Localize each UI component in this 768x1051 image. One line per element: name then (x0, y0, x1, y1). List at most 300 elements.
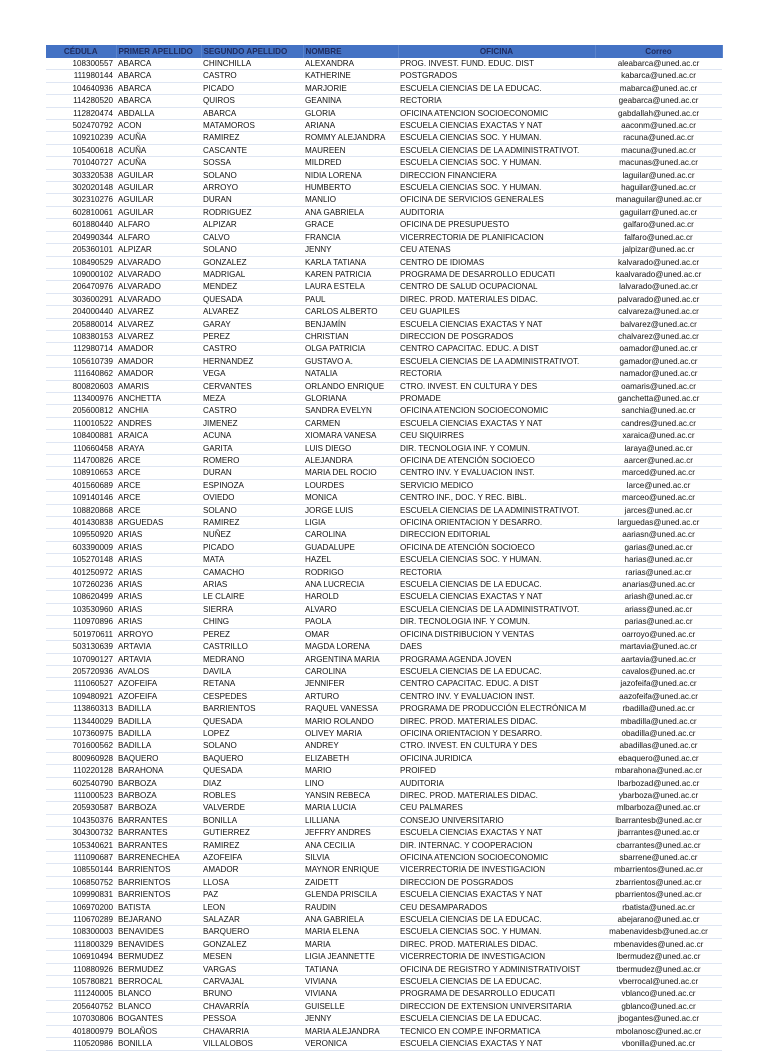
nombre-cell: JEFFRY ANDRES (303, 827, 398, 839)
cedula-cell: 109480921 (46, 690, 116, 702)
segundo-apellido-cell: CALVO (201, 231, 303, 243)
correo-cell[interactable]: galfaro@uned.ac.cr (595, 219, 722, 231)
cedula-cell: 204000440 (46, 306, 116, 318)
nombre-cell: ANA GABRIELA (303, 914, 398, 926)
correo-cell[interactable]: rbatista@uned.ac.cr (595, 901, 722, 913)
correo-cell[interactable]: macuna@uned.ac.cr (595, 144, 722, 156)
correo-cell[interactable]: falfaro@uned.ac.cr (595, 231, 722, 243)
correo-cell[interactable]: abadillas@uned.ac.cr (595, 740, 722, 752)
correo-cell[interactable]: laguilar@uned.ac.cr (595, 169, 722, 181)
nombre-cell: ANA GABRIELA (303, 206, 398, 218)
oficina-cell: OFICINA JURIDICA (398, 752, 595, 764)
oficina-cell: AUDITORIA (398, 206, 595, 218)
table-row (46, 355, 722, 367)
segundo-apellido-cell: MATAMOROS (201, 120, 303, 132)
cedula-cell: 800820603 (46, 380, 116, 392)
correo-cell[interactable]: gamador@uned.ac.cr (595, 355, 722, 367)
correo-cell[interactable]: zbarrientos@uned.ac.cr (595, 876, 722, 888)
correo-cell[interactable]: obadilla@uned.ac.cr (595, 727, 722, 739)
segundo-apellido-cell: VILLALOBOS (201, 1038, 303, 1050)
cedula-cell: 111090687 (46, 852, 116, 864)
primer-apellido-cell: ALVARADO (116, 281, 201, 293)
table-row (46, 889, 722, 901)
segundo-apellido-cell: CASTRILLO (201, 641, 303, 653)
correo-cell[interactable]: calvareza@uned.ac.cr (595, 306, 722, 318)
oficina-cell: PROGRAMA DE PRODUCCIÓN ELECTRÓNICA M (398, 703, 595, 715)
nombre-cell: CARMEN (303, 417, 398, 429)
table-row (46, 417, 722, 429)
segundo-apellido-cell: LEON (201, 901, 303, 913)
cedula-cell: 204990344 (46, 231, 116, 243)
cedula-cell: 108620499 (46, 591, 116, 603)
correo-cell[interactable]: aarcer@uned.ac.cr (595, 455, 722, 467)
segundo-apellido-cell: LLOSA (201, 876, 303, 888)
cedula-cell: 502470792 (46, 120, 116, 132)
oficina-cell: ESCUELA CIENCIAS DE LA EDUCAC. (398, 579, 595, 591)
segundo-apellido-cell: ALVAREZ (201, 306, 303, 318)
cedula-cell: 105270148 (46, 554, 116, 566)
segundo-apellido-cell: AZOFEIFA (201, 852, 303, 864)
correo-cell[interactable]: martavia@uned.ac.cr (595, 641, 722, 653)
primer-apellido-cell: ALVAREZ (116, 330, 201, 342)
correo-cell[interactable]: lbermudez@uned.ac.cr (595, 951, 722, 963)
correo-cell[interactable]: ebaquero@uned.ac.cr (595, 752, 722, 764)
nombre-cell: MARIO ROLANDO (303, 715, 398, 727)
oficina-cell: ESCUELA CIENCIAS EXACTAS Y NAT (398, 417, 595, 429)
primer-apellido-cell: ARGUEDAS (116, 517, 201, 529)
correo-cell[interactable]: mbadilla@uned.ac.cr (595, 715, 722, 727)
segundo-apellido-cell: ACUNA (201, 430, 303, 442)
segundo-apellido-cell: PEREZ (201, 330, 303, 342)
table-row (46, 938, 722, 950)
cedula-cell: 401430838 (46, 517, 116, 529)
correo-cell[interactable]: harias@uned.ac.cr (595, 554, 722, 566)
correo-cell[interactable]: mabenavidesb@uned.ac.cr (595, 926, 722, 938)
correo-cell[interactable]: anarias@uned.ac.cr (595, 579, 722, 591)
nombre-cell: MARIA (303, 938, 398, 950)
table-row (46, 169, 722, 181)
oficina-cell: CENTRO DE IDIOMAS (398, 256, 595, 268)
correo-cell[interactable]: abejarano@uned.ac.cr (595, 914, 722, 926)
correo-cell[interactable]: ybarboza@uned.ac.cr (595, 789, 722, 801)
primer-apellido-cell: ARIAS (116, 603, 201, 615)
cedula-cell: 701040727 (46, 157, 116, 169)
primer-apellido-cell: BARRENECHEA (116, 852, 201, 864)
primer-apellido-cell: ABARCA (116, 95, 201, 107)
correo-cell[interactable]: tbermudez@uned.ac.cr (595, 963, 722, 975)
primer-apellido-cell: BARRIENTOS (116, 864, 201, 876)
oficina-cell: CTRO. INVEST. EN CULTURA Y DES (398, 740, 595, 752)
primer-apellido-cell: BEJARANO (116, 914, 201, 926)
nombre-cell: MARJORIE (303, 82, 398, 94)
oficina-cell: OFICINA DE ATENCIÓN SOCIOECO (398, 541, 595, 553)
primer-apellido-cell: ALPIZAR (116, 244, 201, 256)
cedula-cell: 104640936 (46, 82, 116, 94)
cedula-cell: 109550920 (46, 529, 116, 541)
oficina-cell: CENTRO INF., DOC. Y REC. BIBL. (398, 492, 595, 504)
nombre-cell: ARGENTINA MARIA (303, 653, 398, 665)
correo-cell[interactable]: lalvarado@uned.ac.cr (595, 281, 722, 293)
correo-cell[interactable]: aartavia@uned.ac.cr (595, 653, 722, 665)
oficina-cell: POSTGRADOS (398, 70, 595, 82)
correo-cell[interactable]: larguedas@uned.ac.cr (595, 517, 722, 529)
cedula-cell: 303320538 (46, 169, 116, 181)
segundo-apellido-cell: MESEN (201, 951, 303, 963)
segundo-apellido-cell: LE CLAIRE (201, 591, 303, 603)
table-row (46, 914, 722, 926)
correo-cell[interactable]: marced@uned.ac.cr (595, 467, 722, 479)
correo-cell[interactable]: balvarez@uned.ac.cr (595, 318, 722, 330)
correo-cell[interactable]: aariasn@uned.ac.cr (595, 529, 722, 541)
correo-cell[interactable]: mlbarboza@uned.ac.cr (595, 802, 722, 814)
table-row (46, 405, 722, 417)
table-row (46, 231, 722, 243)
table-row (46, 653, 722, 665)
oficina-cell: ESCUELA CIENCIAS DE LA EDUCAC. (398, 976, 595, 988)
correo-cell[interactable]: candres@uned.ac.cr (595, 417, 722, 429)
cedula-cell: 112980714 (46, 343, 116, 355)
cedula-cell: 206470976 (46, 281, 116, 293)
correo-cell[interactable]: marceo@uned.ac.cr (595, 492, 722, 504)
table-row (46, 641, 722, 653)
oficina-cell: PROGRAMA DE DESARROLLO EDUCATI (398, 268, 595, 280)
table-row (46, 492, 722, 504)
table-row (46, 330, 722, 342)
table-row (46, 603, 722, 615)
primer-apellido-cell: BENAVIDES (116, 926, 201, 938)
cedula-cell: 109990831 (46, 889, 116, 901)
oficina-cell: TECNICO EN COMP.E INFORMATICA (398, 1025, 595, 1037)
table-row (46, 219, 722, 231)
cedula-cell: 205930587 (46, 802, 116, 814)
table-row (46, 318, 722, 330)
correo-cell[interactable]: garias@uned.ac.cr (595, 541, 722, 553)
table-row (46, 281, 722, 293)
segundo-apellido-cell: BAQUERO (201, 752, 303, 764)
correo-cell[interactable]: jbogantes@uned.ac.cr (595, 1013, 722, 1025)
primer-apellido-cell: ABDALLA (116, 107, 201, 119)
correo-cell[interactable]: geabarca@uned.ac.cr (595, 95, 722, 107)
cedula-cell: 111980144 (46, 70, 116, 82)
oficina-cell: CENTRO CAPACITAC. EDUC. A DIST (398, 343, 595, 355)
correo-cell[interactable]: sanchia@uned.ac.cr (595, 405, 722, 417)
cedula-cell: 304300732 (46, 827, 116, 839)
correo-cell[interactable]: kabarca@uned.ac.cr (595, 70, 722, 82)
table-row (46, 95, 722, 107)
correo-cell[interactable]: ariash@uned.ac.cr (595, 591, 722, 603)
correo-cell[interactable]: mbarahona@uned.ac.cr (595, 765, 722, 777)
table-row (46, 926, 722, 938)
segundo-apellido-cell: MATA (201, 554, 303, 566)
table-row (46, 678, 722, 690)
oficina-cell: ESCUELA CIENCIAS EXACTAS Y NAT (398, 591, 595, 603)
oficina-cell: CEU DESAMPARADOS (398, 901, 595, 913)
segundo-apellido-cell: PESSOA (201, 1013, 303, 1025)
primer-apellido-cell: BARBOZA (116, 802, 201, 814)
cedula-cell: 108380153 (46, 330, 116, 342)
table-row (46, 789, 722, 801)
nombre-cell: SILVIA (303, 852, 398, 864)
correo-cell[interactable]: aaconm@uned.ac.cr (595, 120, 722, 132)
table-row (46, 392, 722, 404)
correo-cell[interactable]: vblanco@uned.ac.cr (595, 988, 722, 1000)
correo-cell[interactable]: lbarrantesb@uned.ac.cr (595, 814, 722, 826)
table-row (46, 616, 722, 628)
correo-cell[interactable]: mbarrientos@uned.ac.cr (595, 864, 722, 876)
header-segundo-apellido: SEGUNDO APELLIDO (201, 45, 303, 58)
table-row (46, 765, 722, 777)
correo-cell[interactable]: jbarrantes@uned.ac.cr (595, 827, 722, 839)
correo-cell[interactable]: parias@uned.ac.cr (595, 616, 722, 628)
nombre-cell: LILLIANA (303, 814, 398, 826)
nombre-cell: HUMBERTO (303, 182, 398, 194)
segundo-apellido-cell: ARROYO (201, 182, 303, 194)
oficina-cell: CENTRO INV. Y EVALUACION INST. (398, 690, 595, 702)
correo-cell[interactable]: mbenavides@uned.ac.cr (595, 938, 722, 950)
correo-cell[interactable]: sbarrene@uned.ac.cr (595, 852, 722, 864)
oficina-cell: PROIFED (398, 765, 595, 777)
nombre-cell: KATHERINE (303, 70, 398, 82)
table-row (46, 951, 722, 963)
table-row (46, 802, 722, 814)
table-row (46, 752, 722, 764)
oficina-cell: CEU PALMARES (398, 802, 595, 814)
segundo-apellido-cell: CASTRO (201, 343, 303, 355)
table-row (46, 58, 722, 70)
table-row (46, 591, 722, 603)
segundo-apellido-cell: OVIEDO (201, 492, 303, 504)
cedula-cell: 108400881 (46, 430, 116, 442)
oficina-cell: CEU GUAPILES (398, 306, 595, 318)
oficina-cell: DIR. TECNOLOGIA INF. Y COMUN. (398, 616, 595, 628)
table-row (46, 690, 722, 702)
nombre-cell: YANSIN REBECA (303, 789, 398, 801)
correo-cell[interactable]: cavalos@uned.ac.cr (595, 665, 722, 677)
correo-cell[interactable]: racuna@uned.ac.cr (595, 132, 722, 144)
segundo-apellido-cell: NUÑEZ (201, 529, 303, 541)
nombre-cell: MARIO (303, 765, 398, 777)
correo-cell[interactable]: laraya@uned.ac.cr (595, 442, 722, 454)
correo-cell[interactable]: kalvarado@uned.ac.cr (595, 256, 722, 268)
table-row (46, 194, 722, 206)
correo-cell[interactable]: palvarado@uned.ac.cr (595, 293, 722, 305)
primer-apellido-cell: AZOFEIFA (116, 678, 201, 690)
nombre-cell: LINO (303, 777, 398, 789)
correo-cell[interactable]: macunas@uned.ac.cr (595, 157, 722, 169)
primer-apellido-cell: BARRANTES (116, 827, 201, 839)
cedula-cell: 108300003 (46, 926, 116, 938)
cedula-cell: 105780821 (46, 976, 116, 988)
primer-apellido-cell: ARTAVIA (116, 653, 201, 665)
correo-cell[interactable]: chalvarez@uned.ac.cr (595, 330, 722, 342)
nombre-cell: MONICA (303, 492, 398, 504)
cedula-cell: 205720936 (46, 665, 116, 677)
nombre-cell: VERONICA (303, 1038, 398, 1050)
table-row (46, 740, 722, 752)
segundo-apellido-cell: RAMIREZ (201, 839, 303, 851)
oficina-cell: PROGRAMA DE DESARROLLO EDUCATI (398, 988, 595, 1000)
table-row (46, 132, 722, 144)
primer-apellido-cell: BERROCAL (116, 976, 201, 988)
oficina-cell: SERVICIO MEDICO (398, 479, 595, 491)
primer-apellido-cell: ARIAS (116, 529, 201, 541)
cedula-cell: 114280520 (46, 95, 116, 107)
table-row (46, 1038, 722, 1050)
primer-apellido-cell: ARCE (116, 455, 201, 467)
segundo-apellido-cell: DIAZ (201, 777, 303, 789)
nombre-cell: LIGIA JEANNETTE (303, 951, 398, 963)
primer-apellido-cell: ABARCA (116, 70, 201, 82)
primer-apellido-cell: ACUÑA (116, 157, 201, 169)
nombre-cell: NATALIA (303, 368, 398, 380)
table-row (46, 876, 722, 888)
correo-cell[interactable]: rarias@uned.ac.cr (595, 566, 722, 578)
correo-cell[interactable]: oamador@uned.ac.cr (595, 343, 722, 355)
table-row (46, 976, 722, 988)
oficina-cell: OFICINA ATENCION SOCIOECONOMIC (398, 107, 595, 119)
segundo-apellido-cell: RAMIREZ (201, 132, 303, 144)
oficina-cell: CTRO. INVEST. EN CULTURA Y DES (398, 380, 595, 392)
correo-cell[interactable]: jarces@uned.ac.cr (595, 504, 722, 516)
segundo-apellido-cell: GARITA (201, 442, 303, 454)
correo-cell[interactable]: namador@uned.ac.cr (595, 368, 722, 380)
correo-cell[interactable]: ariass@uned.ac.cr (595, 603, 722, 615)
cedula-cell: 401560689 (46, 479, 116, 491)
correo-cell[interactable]: ganchetta@uned.ac.cr (595, 392, 722, 404)
primer-apellido-cell: ALVAREZ (116, 306, 201, 318)
cedula-cell: 111800329 (46, 938, 116, 950)
table-row (46, 430, 722, 442)
oficina-cell: DIRECCION DE EXTENSION UNIVERSITARIA (398, 1000, 595, 1012)
nombre-cell: ORLANDO ENRIQUE (303, 380, 398, 392)
primer-apellido-cell: ALFARO (116, 231, 201, 243)
nombre-cell: RODRIGO (303, 566, 398, 578)
correo-cell[interactable]: gaguilarr@uned.ac.cr (595, 206, 722, 218)
correo-cell[interactable]: aleabarca@uned.ac.cr (595, 58, 722, 70)
segundo-apellido-cell: MENDEZ (201, 281, 303, 293)
oficina-cell: OFICINA ATENCION SOCIOECONOMIC (398, 852, 595, 864)
segundo-apellido-cell: QUESADA (201, 293, 303, 305)
correo-cell[interactable]: mabarca@uned.ac.cr (595, 82, 722, 94)
correo-cell[interactable]: managuilar@uned.ac.cr (595, 194, 722, 206)
primer-apellido-cell: ARAYA (116, 442, 201, 454)
cedula-cell: 105340621 (46, 839, 116, 851)
segundo-apellido-cell: PEREZ (201, 628, 303, 640)
cedula-cell: 108550144 (46, 864, 116, 876)
nombre-cell: CAROLINA (303, 665, 398, 677)
segundo-apellido-cell: SALAZAR (201, 914, 303, 926)
table-row (46, 120, 722, 132)
table-row (46, 901, 722, 913)
primer-apellido-cell: BERMUDEZ (116, 951, 201, 963)
nombre-cell: ANA LUCRECIA (303, 579, 398, 591)
correo-cell[interactable]: kaalvarado@uned.ac.cr (595, 268, 722, 280)
nombre-cell: ZAIDETT (303, 876, 398, 888)
correo-cell[interactable]: aazofeifa@uned.ac.cr (595, 690, 722, 702)
nombre-cell: MILDRED (303, 157, 398, 169)
oficina-cell: ESCUELA CIENCIAS SOC. Y HUMAN. (398, 926, 595, 938)
correo-cell[interactable]: haguilar@uned.ac.cr (595, 182, 722, 194)
correo-cell[interactable]: jazofeifa@uned.ac.cr (595, 678, 722, 690)
table-row (46, 566, 722, 578)
primer-apellido-cell: ANCHETTA (116, 392, 201, 404)
segundo-apellido-cell: ARIAS (201, 579, 303, 591)
oficina-cell: RECTORIA (398, 566, 595, 578)
primer-apellido-cell: ABARCA (116, 82, 201, 94)
table-row (46, 529, 722, 541)
correo-cell[interactable]: cbarrantes@uned.ac.cr (595, 839, 722, 851)
nombre-cell: JORGE LUIS (303, 504, 398, 516)
cedula-cell: 205600812 (46, 405, 116, 417)
header-row (46, 45, 722, 58)
oficina-cell: ESCUELA CIENCIAS DE LA EDUCAC. (398, 665, 595, 677)
segundo-apellido-cell: ABARCA (201, 107, 303, 119)
segundo-apellido-cell: QUESADA (201, 715, 303, 727)
correo-cell[interactable]: vberrocal@uned.ac.cr (595, 976, 722, 988)
nombre-cell: VIVIANA (303, 976, 398, 988)
primer-apellido-cell: BAQUERO (116, 752, 201, 764)
oficina-cell: ESCUELA CIENCIAS EXACTAS Y NAT (398, 827, 595, 839)
cedula-cell: 303600291 (46, 293, 116, 305)
segundo-apellido-cell: BONILLA (201, 814, 303, 826)
cedula-cell: 114700826 (46, 455, 116, 467)
oficina-cell: OFICINA DE ATENCIÓN SOCIOECO (398, 455, 595, 467)
cedula-cell: 602810061 (46, 206, 116, 218)
correo-cell[interactable]: oamaris@uned.ac.cr (595, 380, 722, 392)
correo-cell[interactable]: xaraica@uned.ac.cr (595, 430, 722, 442)
correo-cell[interactable]: mbolanosc@uned.ac.cr (595, 1025, 722, 1037)
primer-apellido-cell: BARRIENTOS (116, 876, 201, 888)
correo-cell[interactable]: gblanco@uned.ac.cr (595, 1000, 722, 1012)
correo-cell[interactable]: pbarrientos@uned.ac.cr (595, 889, 722, 901)
correo-cell[interactable]: vbonilla@uned.ac.cr (595, 1038, 722, 1050)
table-row (46, 777, 722, 789)
table-row (46, 852, 722, 864)
correo-cell[interactable]: larce@uned.ac.cr (595, 479, 722, 491)
correo-cell[interactable]: gabdallah@uned.ac.cr (595, 107, 722, 119)
nombre-cell: ALEJANDRA (303, 455, 398, 467)
segundo-apellido-cell: CESPEDES (201, 690, 303, 702)
oficina-cell: ESCUELA CIENCIAS SOC. Y HUMAN. (398, 554, 595, 566)
cedula-cell: 108820868 (46, 504, 116, 516)
primer-apellido-cell: ALVARADO (116, 268, 201, 280)
cedula-cell: 107090127 (46, 653, 116, 665)
nombre-cell: MARIA DEL ROCIO (303, 467, 398, 479)
segundo-apellido-cell: CASCANTE (201, 144, 303, 156)
nombre-cell: MAUREEN (303, 144, 398, 156)
segundo-apellido-cell: DAVILA (201, 665, 303, 677)
nombre-cell: OMAR (303, 628, 398, 640)
correo-cell[interactable]: oarroyo@uned.ac.cr (595, 628, 722, 640)
primer-apellido-cell: ALFARO (116, 219, 201, 231)
oficina-cell: DIREC. PROD. MATERIALES DIDAC. (398, 715, 595, 727)
oficina-cell: CENTRO CAPACITAC. EDUC. A DIST (398, 678, 595, 690)
cedula-cell: 110670289 (46, 914, 116, 926)
primer-apellido-cell: BARRANTES (116, 814, 201, 826)
primer-apellido-cell: ARIAS (116, 579, 201, 591)
segundo-apellido-cell: VALVERDE (201, 802, 303, 814)
table-row (46, 268, 722, 280)
nombre-cell: ARIANA (303, 120, 398, 132)
correo-cell[interactable]: rbadilla@uned.ac.cr (595, 703, 722, 715)
oficina-cell: DIRECCION EDITORIAL (398, 529, 595, 541)
nombre-cell: XIOMARA VANESA (303, 430, 398, 442)
correo-cell[interactable]: lbarbozad@uned.ac.cr (595, 777, 722, 789)
cedula-cell: 110010522 (46, 417, 116, 429)
header-primer-apellido: PRIMER APELLIDO (116, 45, 201, 58)
correo-cell[interactable]: jalpizar@uned.ac.cr (595, 244, 722, 256)
table-row (46, 579, 722, 591)
